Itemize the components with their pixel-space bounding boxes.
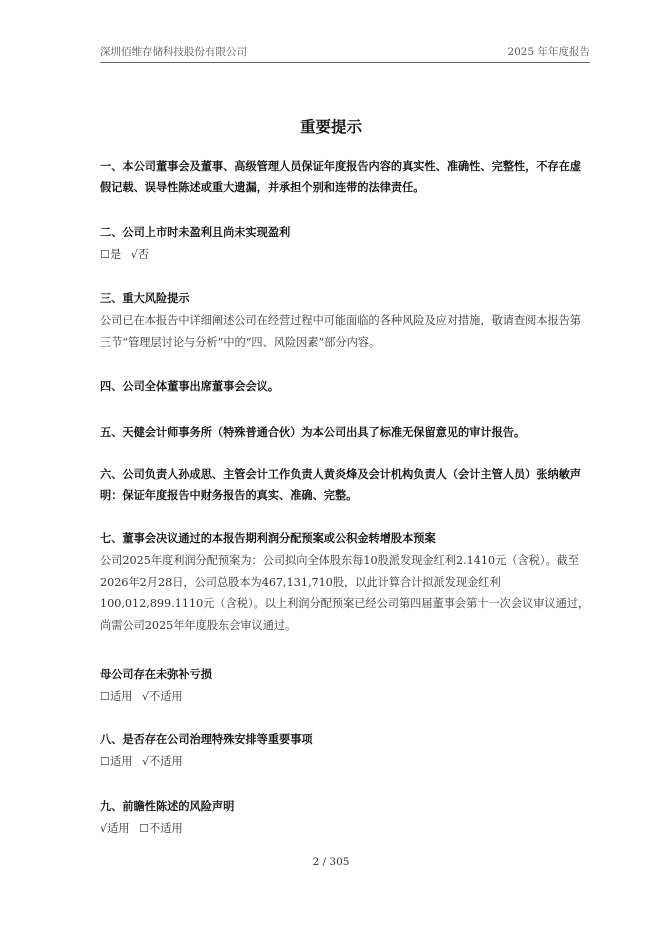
header-divider — [100, 62, 590, 63]
option-not-applicable: √不适用 — [141, 690, 183, 703]
section-5: 五、天健会计师事务所（特殊普通合伙）为本公司出具了标准无保留意见的审计报告。 — [100, 426, 526, 439]
section-2-options — [100, 246, 155, 264]
section-8-heading: 八、是否存在公司治理特殊安排等重要事项 — [100, 733, 313, 746]
page-title: 重要提示 — [299, 118, 362, 136]
header-report-title: 2025 年年度报告 — [507, 46, 590, 58]
section-6: 六、公司负责人孙成思、主管会计工作负责人黄炎烽及会计机构负责人（会计主管人员）张纳敏声明：保证年度报告中财务报告的真实、准确、完整。 — [100, 468, 582, 502]
header-company: 深圳佰维存储科技股份有限公司 — [100, 46, 247, 58]
option-no: √否 — [130, 248, 150, 261]
section-3-body: 公司已在本报告中详细阐述公司在经营过程中可能面临的各种风险及应对措施，敬请查阅本报告第三节“管理层讨论与分析”中的“四、风险因素”部分内容。 — [100, 314, 582, 349]
option-yes: ☐是 — [100, 248, 122, 261]
page-header — [100, 44, 590, 62]
section-2-heading: 二、公司上市时未盈利且尚未实现盈利 — [100, 226, 291, 239]
option-applicable: ☐适用 — [100, 690, 133, 703]
page-number: 2 / 305 — [312, 856, 350, 868]
section-3-heading: 三、重大风险提示 — [100, 292, 190, 305]
option-not-applicable: √不适用 — [141, 755, 183, 768]
option-applicable: √适用 — [100, 822, 130, 835]
loss-heading: 母公司存在未弥补亏损 — [100, 668, 212, 681]
section-4: 四、公司全体董事出席董事会会议。 — [100, 380, 280, 393]
option-applicable: ☐适用 — [100, 755, 133, 768]
loss-options — [100, 688, 189, 706]
section-7-heading: 七、董事会决议通过的本报告期利润分配预案或公积金转增股本预案 — [100, 532, 436, 545]
section-1: 一、本公司董事会及董事、高级管理人员保证年度报告内容的真实性、准确性、完整性，不存在虚假记载、误导性陈述或重大遗漏，并承担个别和连带的法律责任。 — [100, 160, 582, 194]
section-8-options — [100, 753, 189, 771]
section-9-options — [100, 820, 189, 838]
section-7-body: 公司2025年度利润分配预案为：公司拟向全体股东每10股派发现金红利2.1410元（含税）。截至2026年2月28日，公司总股本为467,131,710股，以此计算合计拟派发现金红利100,012,899.1110元（含税）。以上利润分配预案已经公司第四届董事会第十一次会议审议通过，尚需公司2025年年度股东会审议通过。 — [100, 554, 590, 632]
section-9-heading: 九、前瞻性陈述的风险声明 — [100, 800, 235, 813]
option-not-applicable: ☐不适用 — [139, 822, 183, 835]
